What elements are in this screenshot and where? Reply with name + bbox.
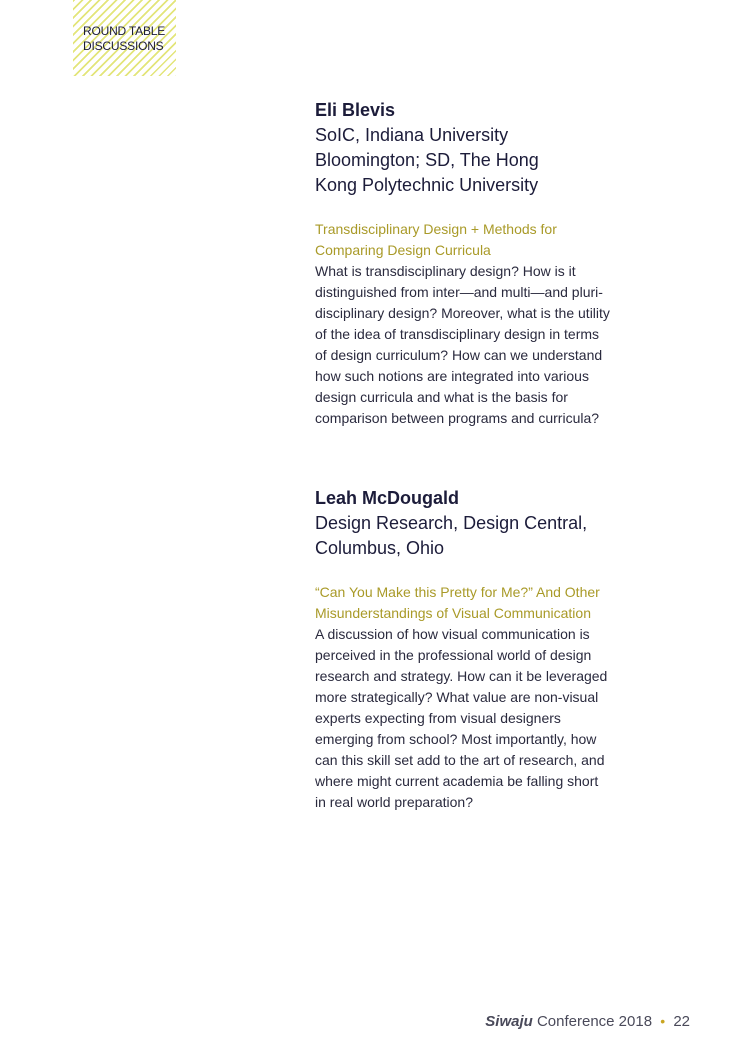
speaker-name: Eli Blevis	[315, 100, 396, 120]
speaker-affiliation: Design Research, Design Central, Columbus, Ohio	[315, 513, 588, 558]
section-tag-label: ROUND TABLE DISCUSSIONS	[83, 24, 166, 53]
speaker-affiliation: SoIC, Indiana University Bloomington; SD, The Hong Kong Polytechnic University	[315, 125, 539, 195]
talk-abstract: A discussion of how visual communication is perceived in the professional world of design research and strategy. How can it be leveraged more strategically? What value are non-visual experts expecting from visual designers emerging from school? Most importantly, how can this skill set add to the art of research, and where might current academia be falling short in real world preparation?	[315, 626, 608, 810]
footer-separator-dot: •	[660, 1013, 666, 1029]
speaker-entry	[315, 486, 660, 813]
footer-brand: Siwaju	[485, 1013, 533, 1030]
page-number: 22	[673, 1013, 690, 1030]
speaker-name: Leah McDougald	[315, 488, 460, 508]
page-footer	[485, 1011, 690, 1032]
speaker-entry	[315, 98, 660, 429]
talk-title: Transdisciplinary Design + Methods for Comparing Design Curricula	[315, 221, 557, 258]
talk-abstract: What is transdisciplinary design? How is it distinguished from inter—and multi—and pluri- disciplinary design? Moreover, what is the utility of the idea of transdisciplinary design in terms of design curriculum? How can we understand how such notions are integrated into various design curricula and what is the basis for comparison between programs and curricula?	[315, 263, 610, 426]
footer-conference: Conference 2018	[536, 1013, 653, 1030]
talk-title: “Can You Make this Pretty for Me?” And Other Misunderstandings of Visual Communication	[315, 584, 600, 621]
section-tag	[73, 0, 176, 76]
